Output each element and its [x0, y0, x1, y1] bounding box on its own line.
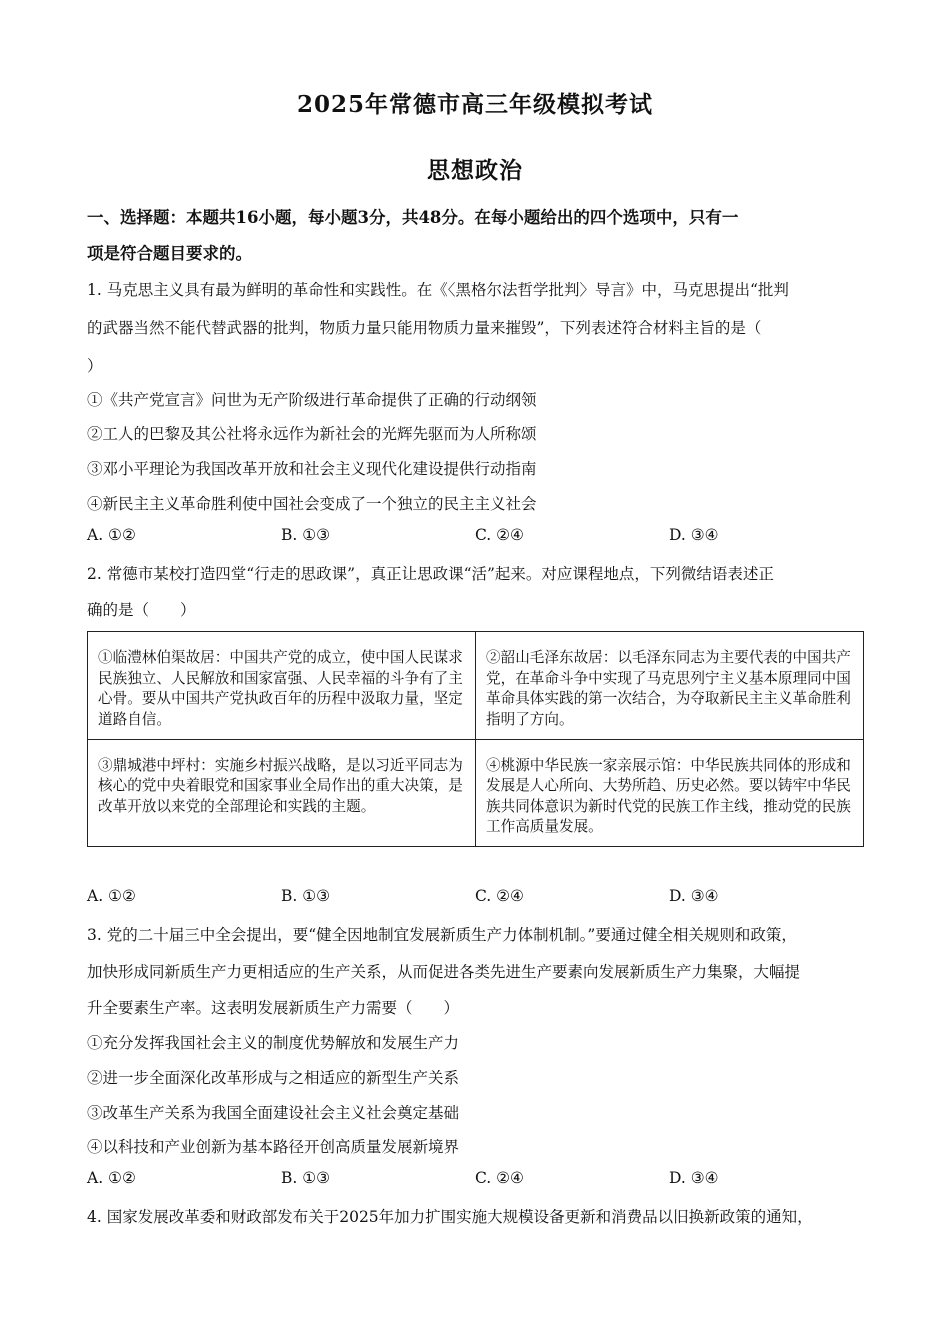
q3-option-d[interactable]: D. ③④: [669, 1169, 719, 1187]
q2-cell-4: ④桃源中华民族一家亲展示馆：中华民族共同体的形成和发展是人心所向、大势所趋、历史必然。要以铸牢中华民族共同体意识为新时代党的民族工作主线，推动党的民族工作高质量发展。: [476, 739, 864, 847]
q3-item: ①充分发挥我国社会主义的制度优势解放和发展生产力: [87, 1034, 460, 1052]
q3-option-c[interactable]: C. ②④: [475, 1169, 524, 1187]
q2-cell-2: ②韶山毛泽东故居：以毛泽东同志为主要代表的中国共产党，在革命斗争中实现了马克思列宁主义基本原理同中国革命具体实践的第一次结合，为夺取新民主主义革命胜利指明了方向。: [476, 632, 864, 740]
q1-item: ①《共产党宣言》问世为无产阶级进行革命提供了正确的行动纲领: [87, 391, 537, 409]
q1-options: [87, 526, 877, 548]
q3-item: ③改革生产关系为我国全面建设社会主义社会奠定基础: [87, 1104, 460, 1122]
section-heading: 一、选择题：本题共16小题，每小题3分，共48分。在每小题给出的四个选项中，只有一: [87, 208, 739, 227]
section-heading-cont: 项是符合题目要求的。: [87, 244, 252, 263]
q2-option-b[interactable]: B. ①③: [281, 887, 331, 905]
q1-option-b[interactable]: B. ①③: [281, 526, 331, 544]
q3-options: [87, 1169, 877, 1191]
q1-item: ②工人的巴黎及其公社将永远作为新社会的光辉先驱而为人所称颂: [87, 425, 537, 443]
q1-stem: 的武器当然不能代替武器的批判，物质力量只能用物质力量来摧毁”，下列表述符合材料主旨的是（: [87, 319, 762, 337]
q2-option-a[interactable]: A. ①②: [87, 887, 136, 905]
q2-cell-3: ③鼎城港中坪村：实施乡村振兴战略，是以习近平同志为核心的党中央着眼党和国家事业全局作出的重大决策，是改革开放以来党的全部理论和实践的主题。: [88, 739, 476, 847]
q1-stem: ）: [87, 357, 103, 375]
q2-option-d[interactable]: D. ③④: [669, 887, 719, 905]
q3-item: ④以科技和产业创新为基本路径开创高质量发展新境界: [87, 1138, 460, 1156]
q3-item: ②进一步全面深化改革形成与之相适应的新型生产关系: [87, 1069, 460, 1087]
subject-title: 思想政治: [427, 157, 523, 184]
q2-cell-1: ①临澧林伯渠故居：中国共产党的成立，使中国人民谋求民族独立、人民解放和国家富强、人民幸福的斗争有了主心骨。要从中国共产党执政百年的历程中汲取力量，坚定道路自信。: [88, 632, 476, 740]
q1-stem: 1. 马克思主义具有最为鲜明的革命性和实践性。在《〈黑格尔法哲学批判〉导言》中，马克思提出“批判: [87, 281, 789, 299]
q3-stem: 加快形成同新质生产力更相适应的生产关系，从而促进各类先进生产要素向发展新质生产力集聚，大幅提: [87, 963, 801, 981]
q4-stem: 4. 国家发展改革委和财政部发布关于2025年加力扩围实施大规模设备更新和消费品以旧换新政策的通知，: [87, 1208, 813, 1226]
q3-option-a[interactable]: A. ①②: [87, 1169, 136, 1187]
exam-title: 2025年常德市高三年级模拟考试: [296, 91, 653, 118]
q2-course-table: [87, 631, 864, 847]
q1-option-a[interactable]: A. ①②: [87, 526, 136, 544]
q1-item: ④新民主主义革命胜利使中国社会变成了一个独立的民主主义社会: [87, 495, 537, 513]
q2-option-c[interactable]: C. ②④: [475, 887, 524, 905]
q2-stem: 确的是（ ）: [87, 601, 196, 619]
q3-stem: 升全要素生产率。这表明发展新质生产力需要（ ）: [87, 999, 460, 1017]
q1-option-c[interactable]: C. ②④: [475, 526, 524, 544]
q2-options: [87, 887, 877, 909]
q1-option-d[interactable]: D. ③④: [669, 526, 719, 544]
q1-item: ③邓小平理论为我国改革开放和社会主义现代化建设提供行动指南: [87, 460, 537, 478]
q2-stem: 2. 常德市某校打造四堂“行走的思政课”，真正让思政课“活”起来。对应课程地点，下列微结语表述正: [87, 565, 774, 583]
q3-stem: 3. 党的二十届三中全会提出，要“健全因地制宜发展新质生产力体制机制。”要通过健全相关规则和政策，: [87, 926, 797, 944]
q3-option-b[interactable]: B. ①③: [281, 1169, 331, 1187]
